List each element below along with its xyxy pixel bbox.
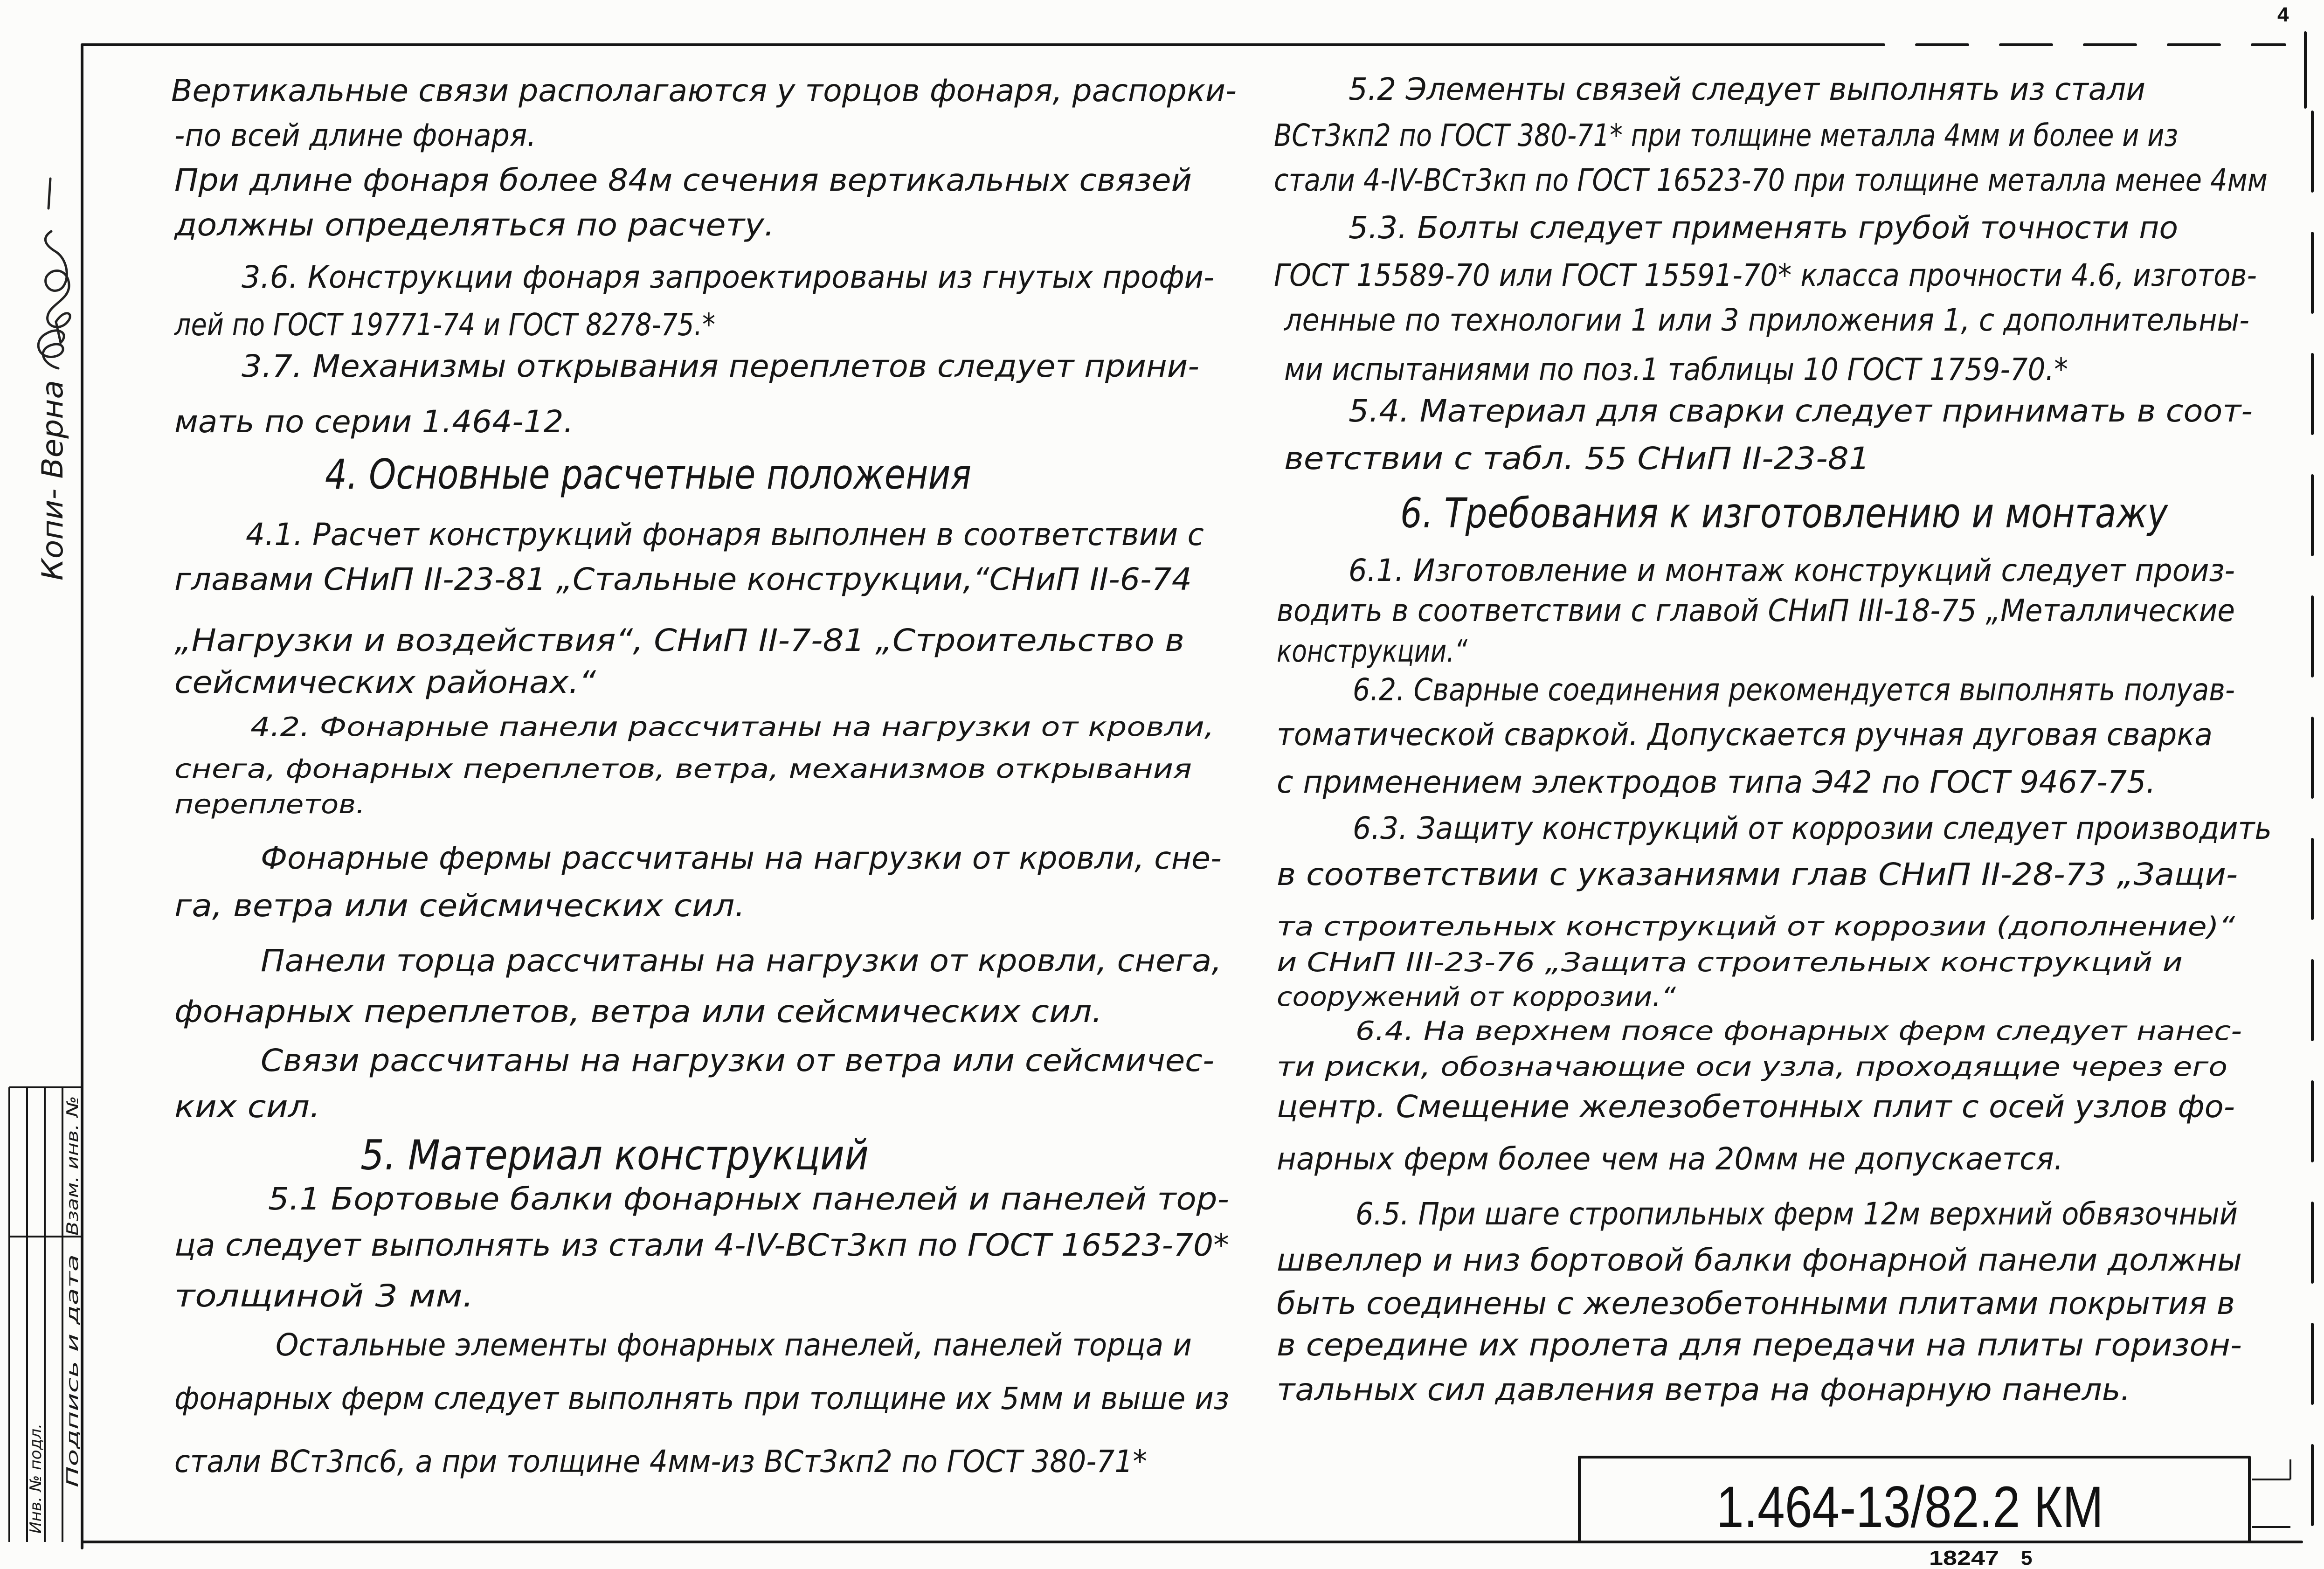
left-column-line: стали ВСт3пс6, а при толщине 4мм-из ВСт3кп2 по ГОСТ 380-71* [174,1444,1147,1479]
section-heading: 5. Материал конструкций [360,1131,869,1179]
left-column-line: 3.7. Механизмы открывания переплетов следует прини- [242,348,1199,384]
stamp-signature-date-label: Подпись и дата [63,1356,82,1487]
left-column-line: Панели торца рассчитаны на нагрузки от кровли, снега, [261,943,1222,979]
left-column-line: га, ветра или сейсмических сил. [174,888,745,924]
right-column-line: конструкции.“ [1277,633,1468,669]
right-column-line: ВСт3кп2 по ГОСТ 380-71* при толщине металла 4мм и более и из [1274,118,2178,153]
right-column-line: быть соединены с железобетонными плитами покрытия в [1277,1286,2235,1321]
left-column-line: снега, фонарных переплетов, ветра, механизмов открывания [174,754,1192,784]
left-column-line: ца следует выполнять из стали 4-IV-ВСт3кп по ГОСТ 16523-70* [174,1227,1229,1263]
left-column-line: Остальные элементы фонарных панелей, панелей торца и [276,1327,1192,1363]
right-column-line: нарных ферм более чем на 20мм не допускается. [1277,1141,2063,1177]
left-column-line: Вертикальные связи располагаются у торцов фонаря, распорки- [171,73,1237,109]
right-column-line: 6.3. Защиту конструкций от коррозии следует производить [1353,810,2272,846]
signature-dash [48,179,50,208]
stamp-replaced-inventory-label: Взам. инв. № [63,1128,82,1236]
left-column [171,73,1237,1479]
left-column-line: При длине фонаря более 84м сечения вертикальных связей [174,162,1192,198]
left-column-line: лей по ГОСТ 19771-74 и ГОСТ 8278-75.* [173,307,716,343]
right-column-line: ГОСТ 15589-70 или ГОСТ 15591-70* класса прочности 4.6, изготов- [1274,257,2257,293]
left-column-line: фонарных ферм следует выполнять при толщине их 5мм и выше из [174,1381,1229,1417]
right-column-line: и СНиП III-23-76 „Защита строительных конструкций и [1277,947,2183,978]
certification-note: Копи- Верна [35,392,69,581]
handwritten-signature [38,231,70,368]
margin-stamp [9,1087,82,1542]
right-column-line: в середине их пролета для передачи на плиты горизон- [1277,1327,2242,1363]
left-column-line: Фонарные фермы рассчитаны на нагрузки от кровли, сне- [261,840,1222,876]
archive-number: 18247 [1929,1547,1999,1569]
right-column-line: ми испытаниями по поз.1 таблицы 10 ГОСТ 1759-70.* [1284,352,2068,387]
left-column-line: Связи рассчитаны на нагрузки от ветра или сейсмичес- [261,1043,1214,1078]
right-column-line: с применением электродов типа Э42 по ГОСТ 9467-75. [1277,764,2156,800]
left-column-line: -по всей длине фонаря. [174,118,536,153]
right-column-line: швеллер и низ бортовой балки фонарной панели должны [1277,1242,2242,1278]
title-block [1579,1457,2290,1542]
right-column-line: в соответствии с указаниями глав СНиП II-28-73 „Защи- [1277,857,2238,892]
left-column-line: 4.2. Фонарные панели рассчитаны на нагрузки от кровли, [250,712,1214,742]
right-column-line: 6.1. Изготовление и монтаж конструкций следует произ- [1349,553,2235,588]
right-column [1274,71,2272,1408]
right-column-line: ветствии с табл. 55 СНиП II-23-81 [1284,441,1870,477]
right-column-line: 6.4. На верхнем поясе фонарных ферм следует нанес- [1356,1016,2242,1046]
left-column-line: толщиной 3 мм. [174,1278,474,1314]
left-column-line: должны определяться по расчету. [173,207,775,243]
right-column-line: 6.5. При шаге стропильных ферм 12м верхний обвязочный [1356,1196,2238,1232]
left-column-line: 5.1 Бортовые балки фонарных панелей и панелей тор- [268,1181,1229,1217]
left-column-line: мать по серии 1.464-12. [174,404,574,440]
sheet-number: 5 [2021,1547,2033,1569]
right-column-line: томатической сваркой. Допускается ручная дуговая сварка [1277,717,2213,753]
left-column-line: главами СНиП II-23-81 „Стальные конструкции,“СНиП II-6-74 [174,561,1192,597]
section-heading: 6. Требования к изготовлению и монтажу [1400,489,2169,537]
right-column-line: ти риски, обозначающие оси узла, проходящие через его [1277,1052,2227,1082]
top-page-number: 4 [2277,3,2289,26]
left-column-line: сейсмических районах.“ [174,664,596,700]
left-column-line: 4.1. Расчет конструкций фонаря выполнен в соответствии с [246,517,1204,553]
section-heading: 4. Основные расчетные положения [325,450,971,498]
right-column-line: центр. Смещение железобетонных плит с осей узлов фо- [1277,1089,2235,1125]
right-column-line: тальных сил давления ветра на фонарную панель. [1277,1372,2130,1408]
right-column-line: ленные по технологии 1 или 3 приложения 1, с дополнительны- [1283,302,2249,338]
right-column-line: та строительных конструкций от коррозии (дополнение)“ [1277,912,2236,942]
right-column-line: водить в соответствии с главой СНиП III-18-75 „Металлические [1277,593,2235,629]
left-column-line: ких сил. [174,1089,320,1125]
right-column-line: сооружений от коррозии.“ [1277,982,1677,1012]
document-designation: 1.464-13/82.2 КМ [1716,1475,2103,1540]
right-column-line: 5.2 Элементы связей следует выполнять из стали [1349,71,2145,107]
right-column-line: 5.3. Болты следует применять грубой точности по [1349,210,2178,246]
left-column-line: фонарных переплетов, ветра или сейсмических сил. [174,994,1102,1030]
left-column-line: „Нагрузки и воздействия“, СНиП II-7-81 „Строительство в [174,622,1184,658]
right-column-line: стали 4-IV-ВСт3кп по ГОСТ 16523-70 при толщине металла менее 4мм [1274,162,2268,198]
right-column-line: 6.2. Сварные соединения рекомендуется выполнять полуав- [1353,672,2235,708]
left-column-line: 3.6. Конструкции фонаря запроектированы из гнутых профи- [242,259,1214,295]
left-column-line: переплетов. [174,789,365,820]
right-column-line: 5.4. Материал для сварки следует принимать в соот- [1349,393,2253,429]
margin-certification [35,179,70,581]
stamp-original-inventory-label: Инв. № подл. [27,1424,45,1534]
